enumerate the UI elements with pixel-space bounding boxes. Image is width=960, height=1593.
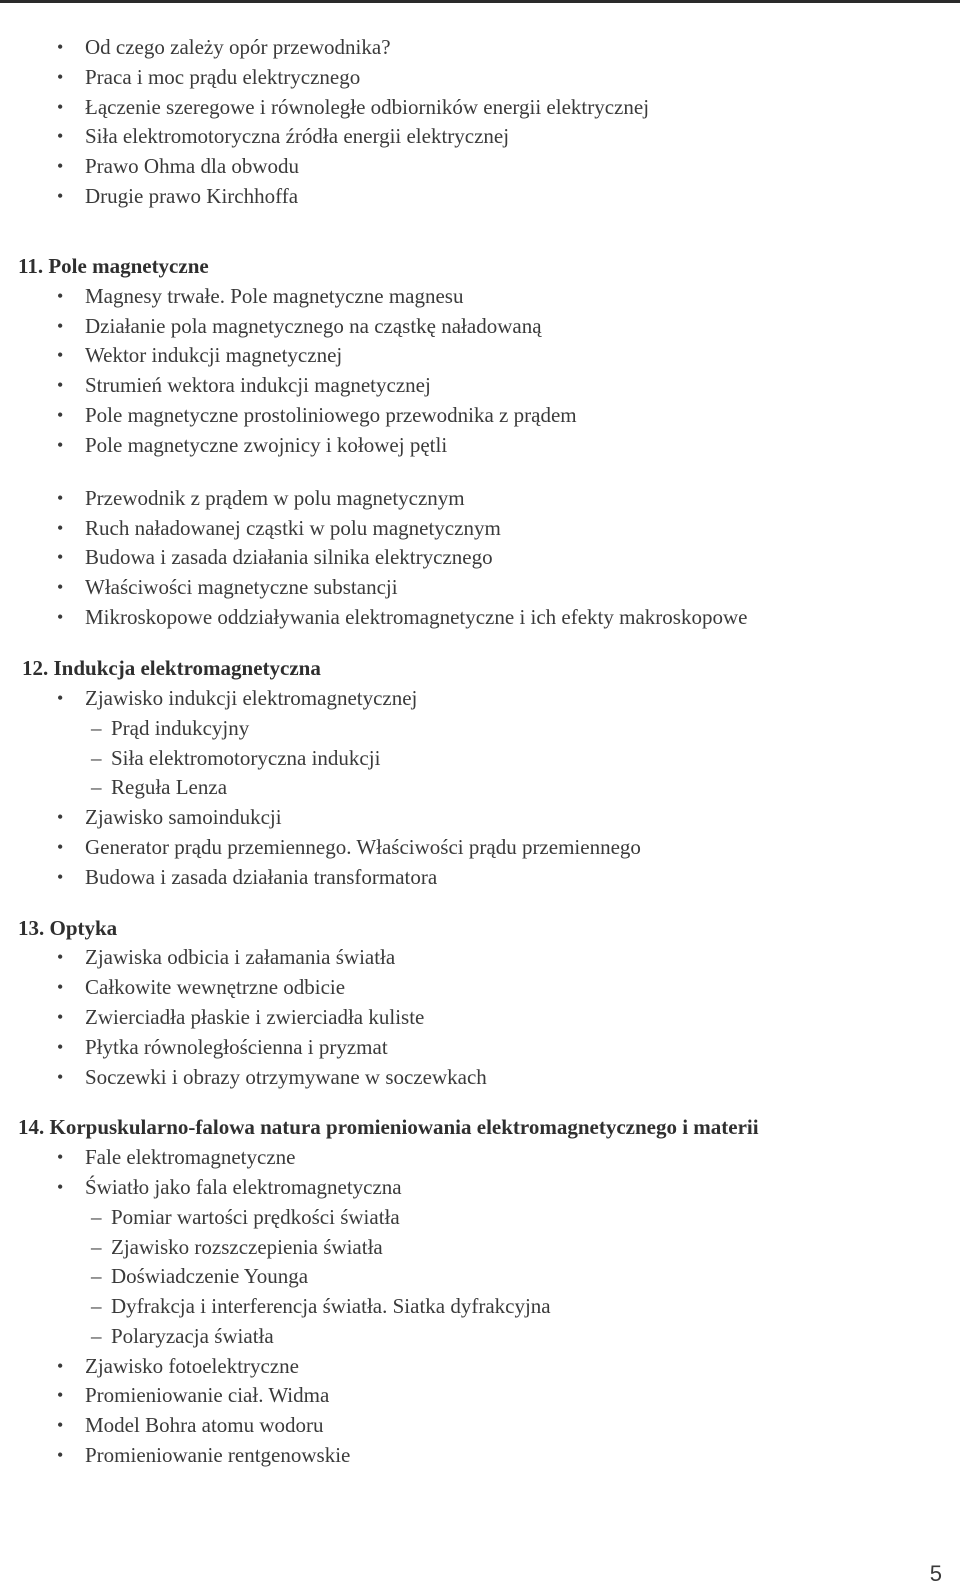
list-item: • Światło jako fala elektromagnetyczna: [57, 1174, 402, 1200]
list-item: • Od czego zależy opór przewodnika?: [57, 34, 391, 60]
list-item: • Mikroskopowe oddziaływania elektromagnetyczne i ich efekty makroskopowe: [57, 604, 747, 630]
list-item: • Właściwości magnetyczne substancji: [57, 574, 398, 600]
list-item: • Generator prądu przemiennego. Właściwości prądu przemiennego: [57, 834, 641, 860]
list-item: • Promieniowanie ciał. Widma: [57, 1382, 329, 1408]
list-item: • Pole magnetyczne prostoliniowego przewodnika z prądem: [57, 402, 577, 428]
list-item: • Pole magnetyczne zwojnicy i kołowej pętli: [57, 432, 447, 458]
list-item: • Wektor indukcji magnetycznej: [57, 342, 342, 368]
list-item: • Strumień wektora indukcji magnetycznej: [57, 372, 431, 398]
sub-list-item: – Siła elektromotoryczna indukcji: [91, 745, 380, 771]
sub-list-item: – Pomiar wartości prędkości światła: [91, 1204, 400, 1230]
list-item: • Zjawisko fotoelektryczne: [57, 1353, 299, 1379]
section-heading: 14. Korpuskularno-falowa natura promieniowania elektromagnetycznego i materii: [18, 1115, 759, 1139]
list-item: • Prawo Ohma dla obwodu: [57, 153, 299, 179]
list-item: • Budowa i zasada działania transformatora: [57, 864, 437, 890]
list-item: • Praca i moc prądu elektrycznego: [57, 64, 360, 90]
list-item: • Soczewki i obrazy otrzymywane w soczewkach: [57, 1064, 487, 1090]
section-heading: 11. Pole magnetyczne: [18, 254, 209, 278]
sub-list-item: – Doświadczenie Younga: [91, 1263, 308, 1289]
list-item: • Zjawisko samoindukcji: [57, 804, 282, 830]
list-item: • Siła elektromotoryczna źródła energii elektrycznej: [57, 123, 509, 149]
list-item: • Zjawisko indukcji elektromagnetycznej: [57, 685, 417, 711]
sub-list-item: – Zjawisko rozszczepienia światła: [91, 1234, 383, 1260]
list-item: • Przewodnik z prądem w polu magnetycznym: [57, 485, 465, 511]
list-item: • Drugie prawo Kirchhoffa: [57, 183, 298, 209]
page-number: 5: [929, 1561, 942, 1586]
list-item: • Budowa i zasada działania silnika elektrycznego: [57, 544, 493, 570]
list-item: • Zjawiska odbicia i załamania światła: [57, 944, 395, 970]
list-item: • Fale elektromagnetyczne: [57, 1144, 295, 1170]
list-item: • Płytka równoległościenna i pryzmat: [57, 1034, 388, 1060]
sub-list-item: – Polaryzacja światła: [91, 1323, 274, 1349]
list-item: • Ruch naładowanej cząstki w polu magnetycznym: [57, 515, 501, 541]
sub-list-item: – Reguła Lenza: [91, 774, 227, 800]
sub-list-item: – Dyfrakcja i interferencja światła. Siatka dyfrakcyjna: [91, 1293, 551, 1319]
list-item: • Magnesy trwałe. Pole magnetyczne magnesu: [57, 283, 463, 309]
list-item: • Zwierciadła płaskie i zwierciadła kuliste: [57, 1004, 424, 1030]
list-item: • Model Bohra atomu wodoru: [57, 1412, 324, 1438]
top-rule: [0, 0, 960, 3]
list-item: • Działanie pola magnetycznego na cząstkę naładowaną: [57, 313, 542, 339]
list-item: • Promieniowanie rentgenowskie: [57, 1442, 350, 1468]
list-item: • Łączenie szeregowe i równoległe odbiorników energii elektrycznej: [57, 94, 649, 120]
section-heading: 12. Indukcja elektromagnetyczna: [22, 656, 321, 680]
section-heading: 13. Optyka: [18, 916, 118, 940]
sub-list-item: – Prąd indukcyjny: [91, 715, 249, 741]
list-item: • Całkowite wewnętrzne odbicie: [57, 974, 345, 1000]
